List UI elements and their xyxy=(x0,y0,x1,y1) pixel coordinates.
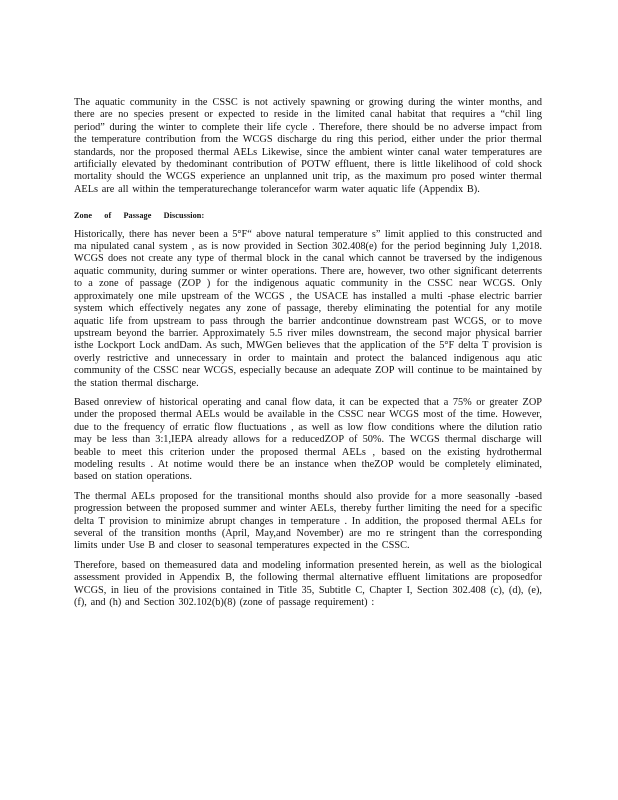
body-paragraph: Historically, there has never been a 5°F“ above natural temperature s” limit applied to this constructed and ma nipulated canal system , as is now provided in Section 302.408(e) for the period beginning July 1,2018. WCGS does not create any type of thermal block in the canal which cannot be traversed by the indigenous aquatic community, during summer or winter operations. There are, however, two other significant deterrents to a zone of passage (ZOP ) for the indigenous aquatic community in the CSSC near WCGS. Only approximately one mile upstream of the WCGS , the USACE has installed a multi -phase electric barrier system which effectively negates any zone of passage, thereby eliminating the potential for any motile aquatic life from upstream to pass through the barrier andcontinue downstream past WCGS, or to move upstream beyond the barrier. Approximately 5.5 river miles downstream, the second major physical barrier isthe Lockport Lock andDam. As such, MWGen believes that the application of the 5°F delta T provision is overly restrictive and unnecessary in order to maintain and protect the balanced indigenous aqu atic community of the CSSC near WCGS, especially because an adequate ZOP will continue to be maintained by the station thermal discharge. xyxy=(74,228,542,389)
body-paragraph: The thermal AELs proposed for the transitional months should also provide for a more seasonally -based progression between the proposed summer and winter AELs, thereby further limiting the need for a specific delta T provision to minimize abrupt changes in temperature . In addition, the proposed thermal AELs for several of the transition months (April, May,and November) are mo re stringent than the corresponding limits under Use B and closer to seasonal temperatures expected in the CSSC. xyxy=(74,490,542,552)
section-heading: Zone of Passage Discussion: xyxy=(74,211,205,221)
intro-paragraph: The aquatic community in the CSSC is not actively spawning or growing during the winter months, and there are no species present or expected to reside in the limited canal habitat that requires a “chil ling period” during the winter to complete their life cycle . Therefore, there should be no adverse impact from the temperature contribution from the WCGS discharge du ring this period, either under the prior thermal standards, nor the proposed thermal AELs Likewise, since the ambient winter canal water temperatures are artificially elevated by thedominant contribution of POTW effluent, there is little likelihood of cold shock mortality should the WCGS experience an unplanned unit trip, as the maximum pro posed winter thermal AELs are all within the temperaturechange tolerancefor warm water aquatic life (Appendix B). xyxy=(74,97,542,195)
body-paragraph: Based onreview of historical operating and canal flow data, it can be expected that a 75% or greater ZOP under the proposed thermal AELs would be available in the CSSC near WCGS most of the time. However, due to the frequency of erratic flow fluctuations , as well as low flow conditions where the dilution ratio may be less than 3:1,IEPA already allows for a reducedZOP of 50%. The WCGS thermal discharge will beable to meet this criterion under the proposed thermal AELs , based on the existing hydrothermal modeling results . At notime would there be an instance when theZOP would be completely eliminated, based on station operations. xyxy=(74,396,542,483)
document-page xyxy=(74,97,542,616)
body-paragraph: Therefore, based on themeasured data and modeling information presented herein, as well as the biological assessment provided in Appendix B, the following thermal alternative effluent limitations are proposedfor WCGS, in lieu of the provisions contained in Title 35, Subtitle C, Chapter I, Section 302.408 (c), (d), (e), (f), and (h) and Section 302.102(b)(8) (zone of passage requirement) : xyxy=(74,559,542,609)
